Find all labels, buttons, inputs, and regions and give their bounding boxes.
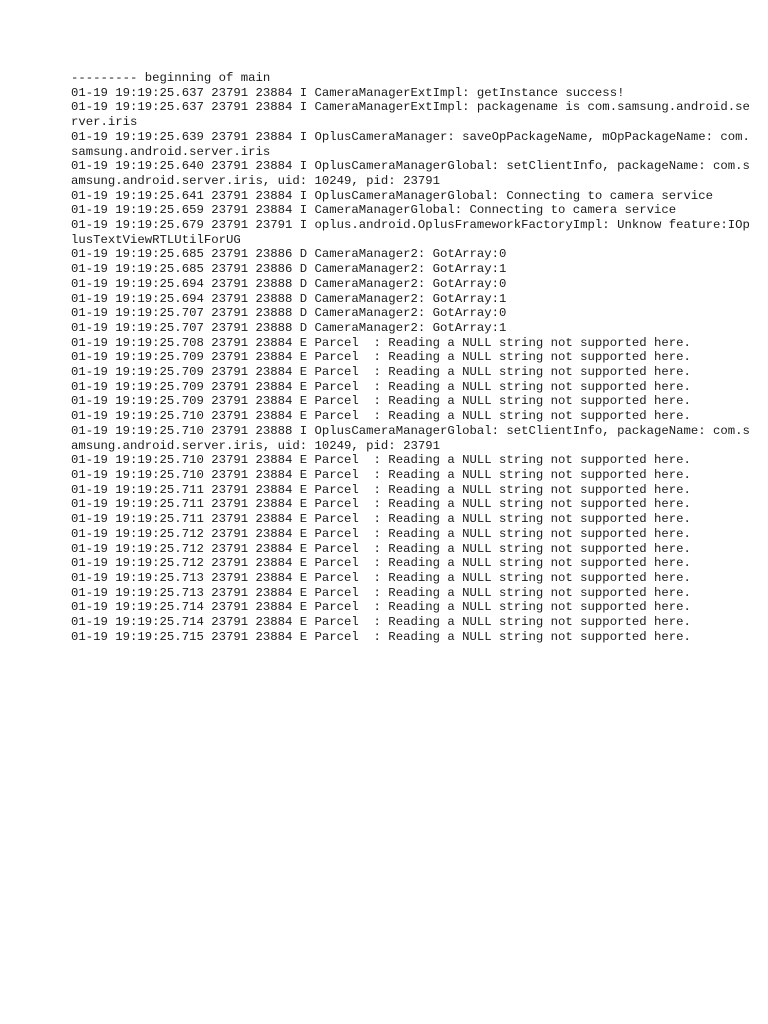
log-line: 01-19 19:19:25.712 23791 23884 E Parcel : Reading a NULL string not supported here. (71, 541, 691, 556)
log-line: 01-19 19:19:25.637 23791 23884 I CameraManagerExtImpl: getInstance success! (71, 85, 625, 100)
log-line: 01-19 19:19:25.709 23791 23884 E Parcel : Reading a NULL string not supported here. (71, 350, 691, 365)
log-line: 01-19 19:19:25.641 23791 23884 I OplusCameraManagerGlobal: Connecting to camera service (71, 188, 714, 203)
log-line: 01-19 19:19:25.711 23791 23884 E Parcel : Reading a NULL string not supported here. (71, 482, 691, 497)
log-line: 01-19 19:19:25.710 23791 23884 E Parcel : Reading a NULL string not supported here. (71, 467, 691, 482)
log-line: 01-19 19:19:25.709 23791 23884 E Parcel : Reading a NULL string not supported here. (71, 379, 691, 394)
log-page (71, 71, 751, 644)
log-line: 01-19 19:19:25.679 23791 23791 I oplus.android.OplusFrameworkFactoryImpl: Unknow feature:IOplusTextViewRTLUtilForUG (71, 218, 750, 247)
log-line: --------- beginning of main (71, 71, 271, 85)
log-line: 01-19 19:19:25.640 23791 23884 I OplusCameraManagerGlobal: setClientInfo, packageName: com.samsung.android.server.iris, uid: 10249, pid: 23791 (71, 159, 750, 188)
log-line: 01-19 19:19:25.685 23791 23886 D CameraManager2: GotArray:1 (71, 262, 507, 277)
log-line: 01-19 19:19:25.710 23791 23884 E Parcel : Reading a NULL string not supported here. (71, 409, 691, 424)
log-line: 01-19 19:19:25.714 23791 23884 E Parcel : Reading a NULL string not supported here. (71, 600, 691, 615)
log-line: 01-19 19:19:25.709 23791 23884 E Parcel : Reading a NULL string not supported here. (71, 394, 691, 409)
log-line: 01-19 19:19:25.713 23791 23884 E Parcel : Reading a NULL string not supported here. (71, 585, 691, 600)
log-line: 01-19 19:19:25.710 23791 23884 E Parcel : Reading a NULL string not supported here. (71, 453, 691, 468)
log-line: 01-19 19:19:25.659 23791 23884 I CameraManagerGlobal: Connecting to camera service (71, 203, 677, 218)
log-line: 01-19 19:19:25.639 23791 23884 I OplusCameraManager: saveOpPackageName, mOpPackageName: com.samsung.android.server.iris (71, 129, 750, 159)
log-line: 01-19 19:19:25.685 23791 23886 D CameraManager2: GotArray:0 (71, 247, 507, 262)
log-line: 01-19 19:19:25.710 23791 23888 I OplusCameraManagerGlobal: setClientInfo, packageName: com.samsung.android.server.iris, uid: 10249, pid: 23791 (71, 423, 750, 453)
log-line: 01-19 19:19:25.711 23791 23884 E Parcel : Reading a NULL string not supported here. (71, 512, 691, 527)
log-line: 01-19 19:19:25.714 23791 23884 E Parcel : Reading a NULL string not supported here. (71, 615, 691, 630)
log-line: 01-19 19:19:25.694 23791 23888 D CameraManager2: GotArray:1 (71, 291, 507, 306)
log-line: 01-19 19:19:25.694 23791 23888 D CameraManager2: GotArray:0 (71, 276, 507, 291)
log-line: 01-19 19:19:25.709 23791 23884 E Parcel : Reading a NULL string not supported here. (71, 365, 691, 380)
log-line: 01-19 19:19:25.637 23791 23884 I CameraManagerExtImpl: packagename is com.samsung.android.server.iris (71, 100, 750, 130)
log-line: 01-19 19:19:25.712 23791 23884 E Parcel : Reading a NULL string not supported here. (71, 556, 691, 571)
log-line: 01-19 19:19:25.707 23791 23888 D CameraManager2: GotArray:1 (71, 320, 507, 335)
log-line: 01-19 19:19:25.715 23791 23884 E Parcel : Reading a NULL string not supported here. (71, 629, 691, 644)
log-line: 01-19 19:19:25.712 23791 23884 E Parcel : Reading a NULL string not supported here. (71, 526, 691, 541)
log-line: 01-19 19:19:25.711 23791 23884 E Parcel : Reading a NULL string not supported here. (71, 497, 691, 512)
log-line: 01-19 19:19:25.713 23791 23884 E Parcel : Reading a NULL string not supported here. (71, 570, 691, 585)
log-line: 01-19 19:19:25.707 23791 23888 D CameraManager2: GotArray:0 (71, 306, 507, 321)
log-line: 01-19 19:19:25.708 23791 23884 E Parcel : Reading a NULL string not supported here. (71, 335, 691, 350)
